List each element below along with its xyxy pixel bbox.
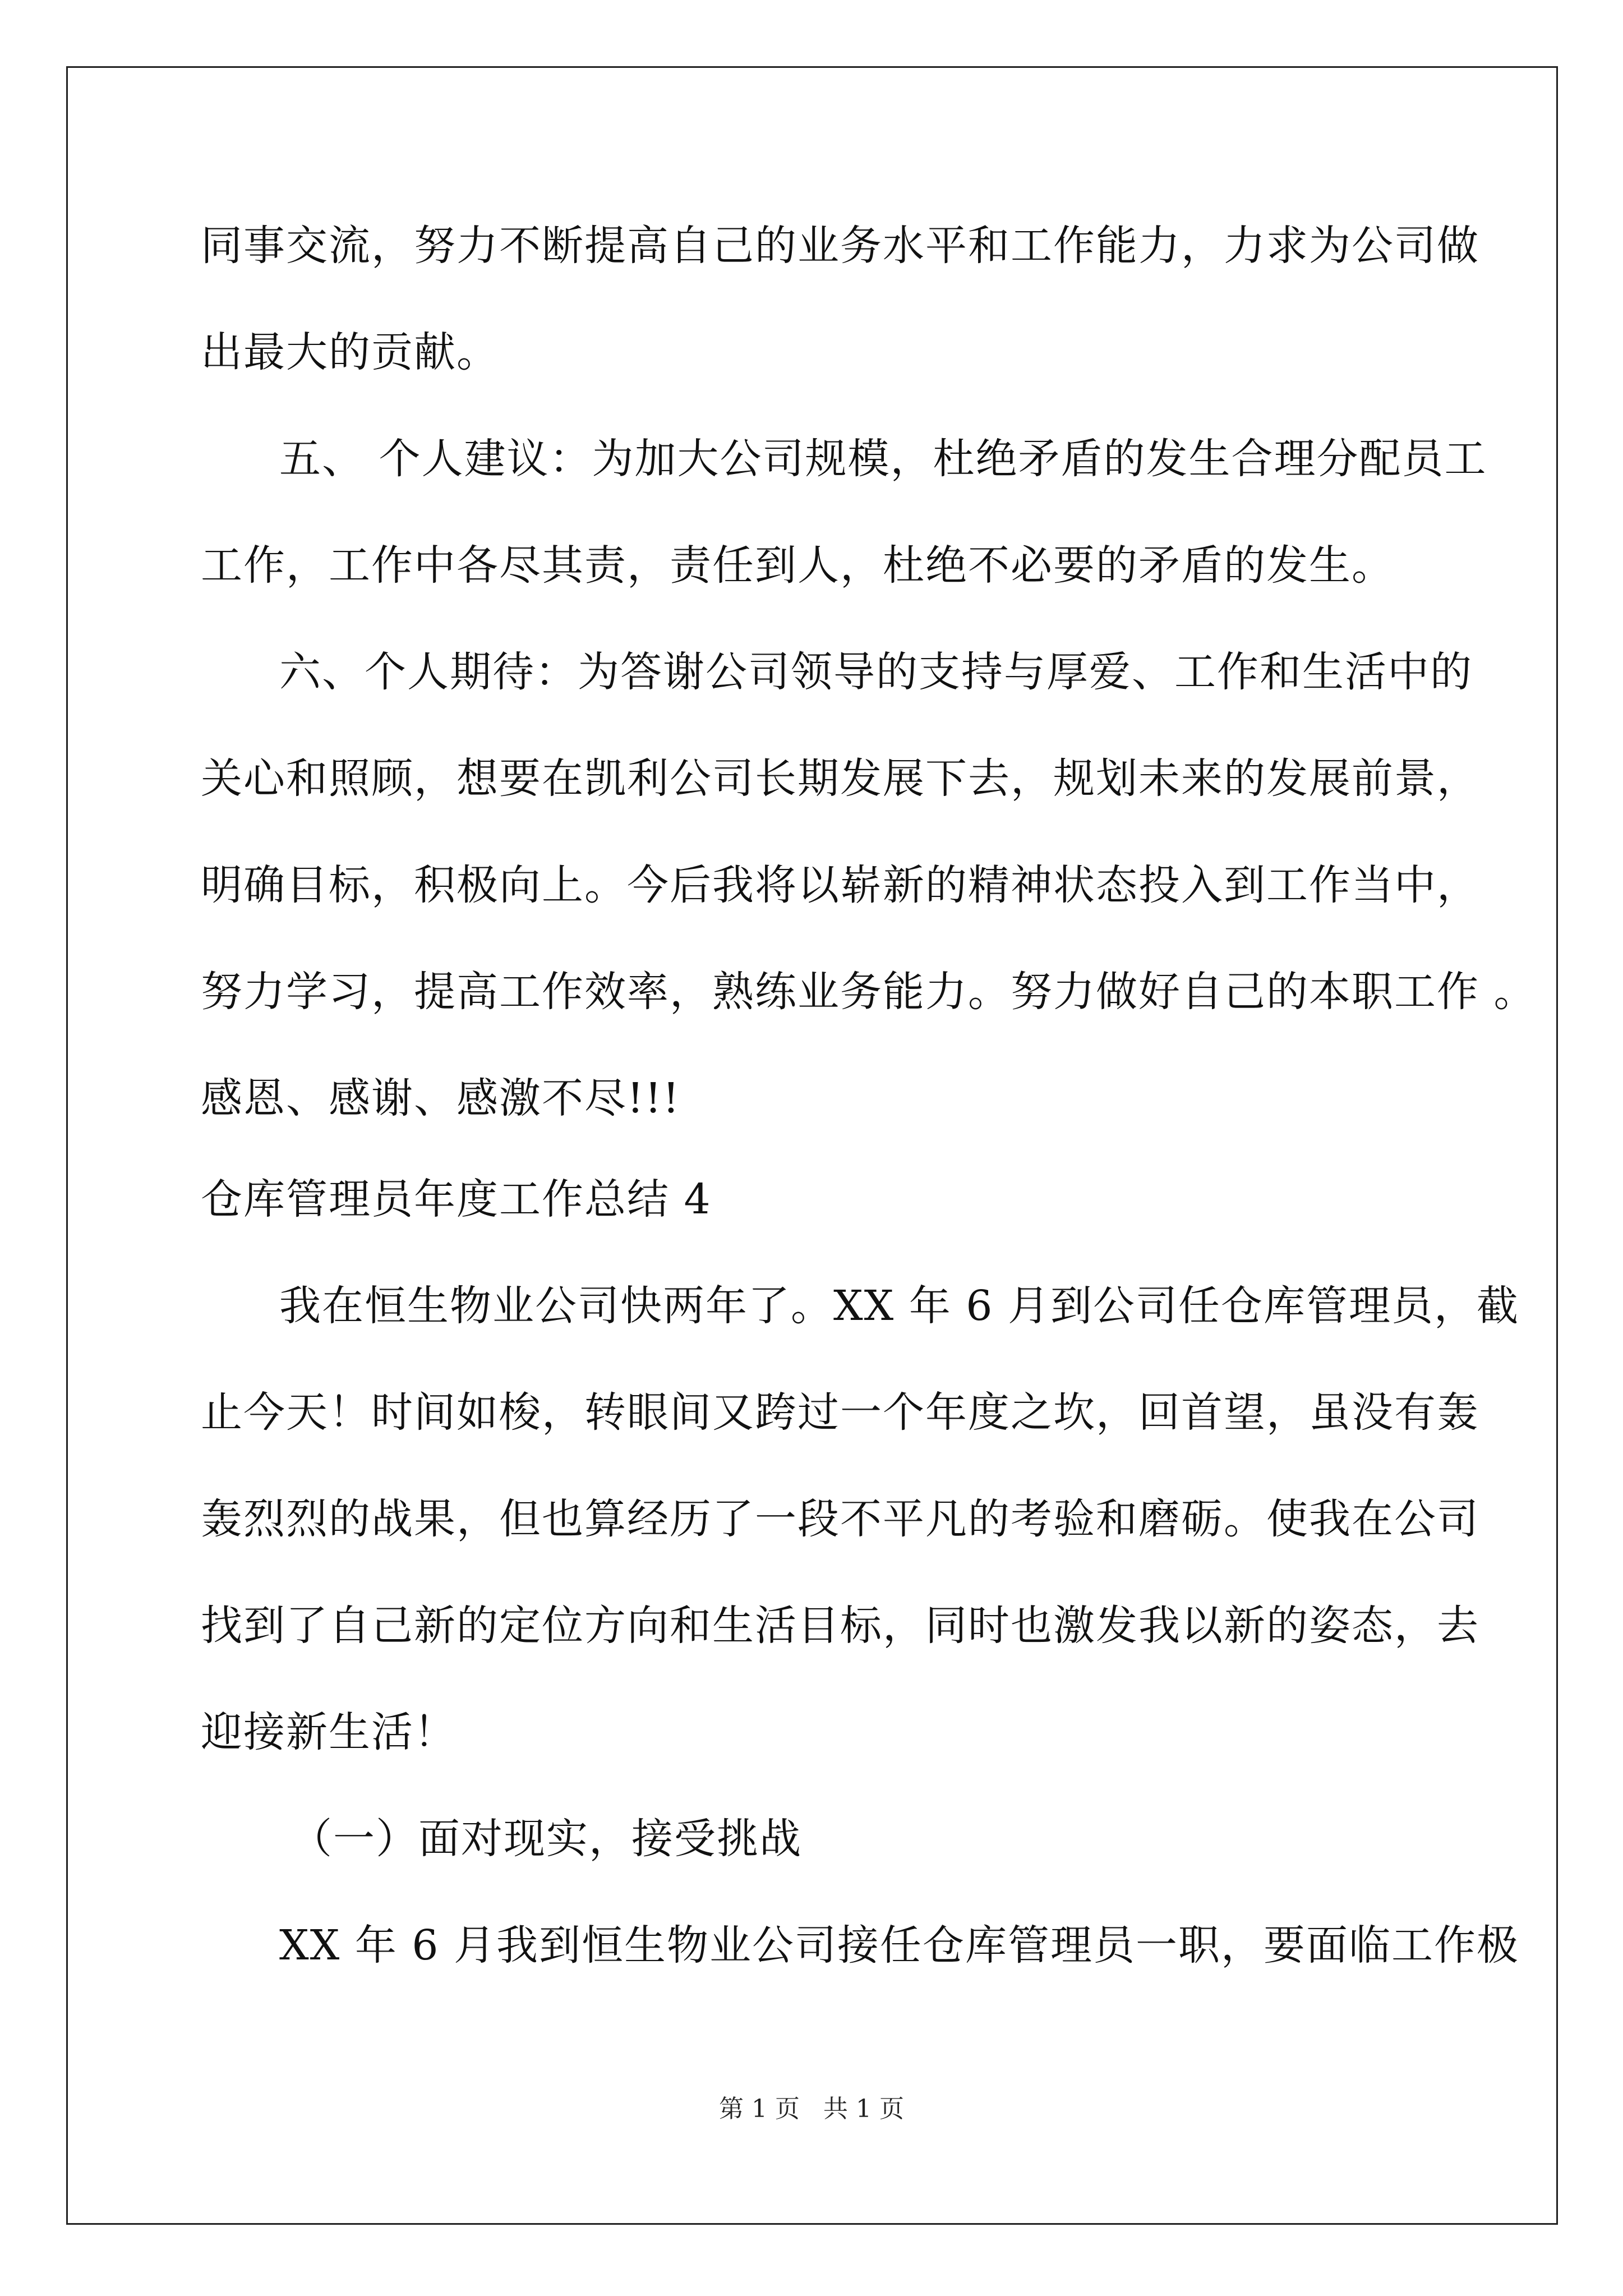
text-line: XX 年 6 月我到恒生物业公司接任仓库管理员一职，要面临工作极 bbox=[279, 1921, 1520, 1970]
section-heading: 仓库管理员年度工作总结 4 bbox=[201, 1175, 712, 1223]
text-line: 找到了自己新的定位方向和生活目标，同时也激发我以新的姿态，去 bbox=[201, 1602, 1479, 1650]
text-line: 关心和照顾，想要在凯利公司长期发展下去，规划未来的发展前景， bbox=[201, 754, 1479, 803]
page-number-footer: 第 1 页 共 1 页 bbox=[719, 2095, 904, 2123]
text-line: 同事交流，努力不断提高自己的业务水平和工作能力，力求为公司做 bbox=[201, 222, 1479, 270]
text-line: 五、 个人建议：为加大公司规模，杜绝矛盾的发生合理分配员工 bbox=[279, 435, 1487, 483]
text-line: 止今天！时间如梭，转眼间又跨过一个年度之坎，回首望，虽没有轰 bbox=[201, 1388, 1479, 1437]
text-line: 迎接新生活！ bbox=[201, 1708, 457, 1756]
text-line: 工作，工作中各尽其责，责任到人，杜绝不必要的矛盾的发生。 bbox=[201, 541, 1394, 590]
text-line: 努力学习，提高工作效率，熟练业务能力。努力做好自己的本职工作 。 bbox=[201, 968, 1537, 1016]
text-line: 感恩、感谢、感激不尽!!! bbox=[201, 1074, 681, 1122]
text-line: 我在恒生物业公司快两年了。XX 年 6 月到公司任仓库管理员，截 bbox=[279, 1282, 1520, 1330]
subsection-heading: （一）面对现实，接受挑战 bbox=[291, 1815, 802, 1863]
text-line: 明确目标，积极向上。今后我将以崭新的精神状态投入到工作当中， bbox=[201, 861, 1479, 909]
text-line: 出最大的贡献。 bbox=[201, 328, 499, 376]
text-line: 轰烈烈的战果，但也算经历了一段不平凡的考验和磨砺。使我在公司 bbox=[201, 1495, 1479, 1543]
page-border bbox=[66, 66, 1558, 2225]
text-line: 六、个人期待：为答谢公司领导的支持与厚爱、工作和生活中的 bbox=[279, 648, 1473, 696]
